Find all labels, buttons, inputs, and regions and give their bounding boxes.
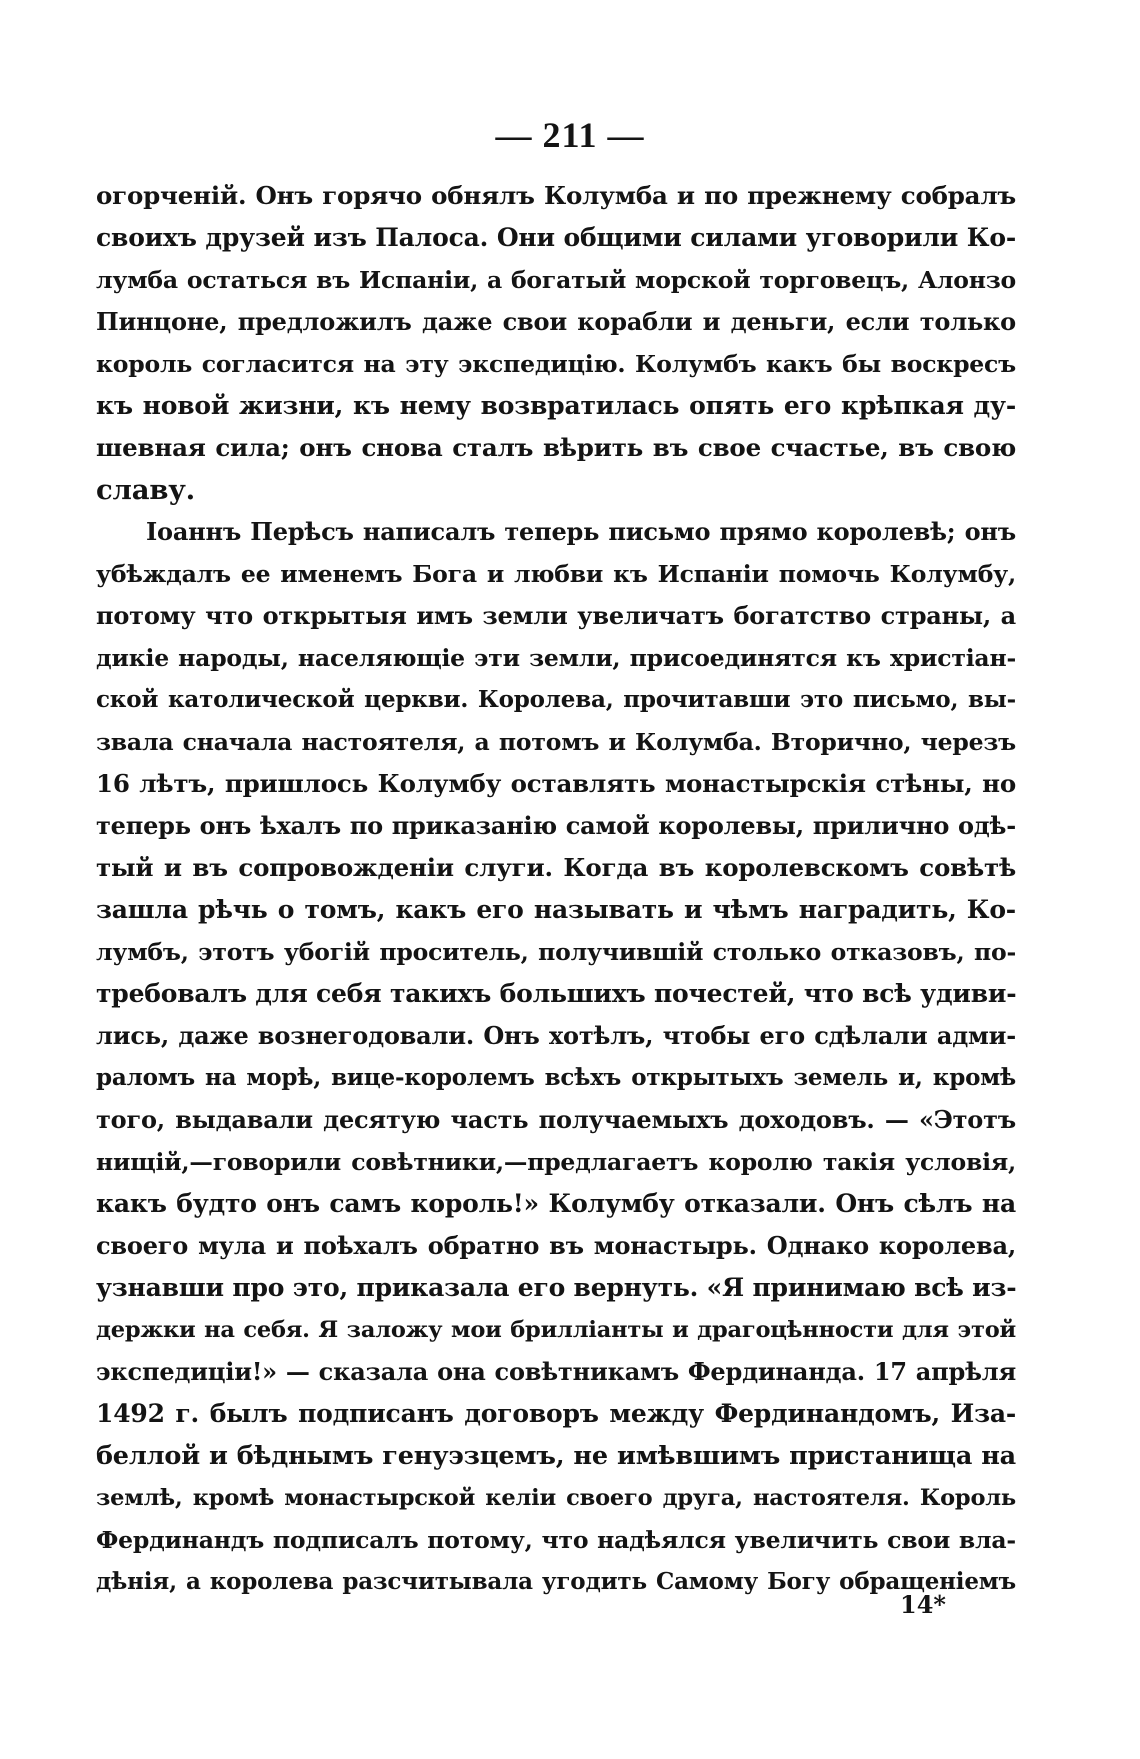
text-line: экспедиціи!» — сказала она совѣтникамъ Фердинанда. 17 апрѣля: [96, 1357, 1016, 1386]
text-line: лись, даже вознегодовали. Онъ хотѣлъ, чтобы его сдѣлали адми-: [96, 1021, 1016, 1050]
text-line: того, выдавали десятую часть получаемыхъ доходовъ. — «Этотъ: [96, 1105, 1016, 1134]
body-text: [96, 175, 1016, 1603]
text-line: зашла рѣчь о томъ, какъ его называть и чѣмъ наградить, Ко-: [96, 895, 1016, 924]
text-line: 16 лѣтъ, пришлось Колумбу оставлять монастырскія стѣны, но: [96, 769, 1016, 798]
text-line: нищій,—говорили совѣтники,—предлагаетъ королю такія условія,: [96, 1148, 1016, 1176]
text-line: Фердинандъ подписалъ потому, что надѣялся увеличить свои вла-: [96, 1526, 1016, 1554]
text-line: какъ будто онъ самъ король!» Колумбу отказали. Онъ сѣлъ на: [96, 1189, 1016, 1218]
text-line: 1492 г. былъ подписанъ договоръ между Фердинандомъ, Иза-: [96, 1399, 1016, 1428]
text-line: своихъ друзей изъ Палоса. Они общими силами уговорили Ко-: [96, 223, 1016, 252]
text-line: дѣнія, а королева разсчитывала угодить Самому Богу обращеніемъ: [96, 1568, 1016, 1595]
text-line: огорченій. Онъ горячо обнялъ Колумба и по прежнему собралъ: [96, 181, 1016, 210]
text-line: дикіе народы, населяющіе эти земли, присоединятся къ христіан-: [96, 644, 1016, 672]
text-line: держки на себя. Я заложу мои брилліанты и драгоцѣнности для этой: [96, 1317, 1016, 1343]
text-line: шевная сила; онъ снова сталъ вѣрить въ свое счастье, въ свою: [96, 433, 1016, 462]
text-line: Пинцоне, предложилъ даже свои корабли и деньги, если только: [96, 307, 1016, 336]
text-line: лумбъ, этотъ убогій проситель, получившій столько отказовъ, по-: [96, 938, 1016, 966]
text-line: звала сначала настоятеля, а потомъ и Колумба. Вторично, черезъ: [96, 728, 1016, 756]
text-line: король согласится на эту экспедицію. Колумбъ какъ бы воскресъ: [96, 350, 1016, 378]
page-number: — 211 —: [495, 115, 645, 155]
text-line: своего мула и поѣхалъ обратно въ монастырь. Однако королева,: [96, 1231, 1016, 1260]
paragraph-start-line: Іоаннъ Перѣсъ написалъ теперь письмо прямо королевѣ; онъ: [146, 517, 1016, 546]
text-line: убѣждалъ ее именемъ Бога и любви къ Испаніи помочь Колумбу,: [96, 560, 1016, 588]
text-line: раломъ на морѣ, вице-королемъ всѣхъ открытыхъ земель и, кромѣ: [96, 1064, 1016, 1091]
text-line: лумба остаться въ Испаніи, а богатый морской торговецъ, Алонзо: [96, 266, 1016, 294]
text-line: ской католической церкви. Королева, прочитавши это письмо, вы-: [96, 686, 1016, 713]
text-line: славу.: [96, 474, 196, 506]
text-line: къ новой жизни, къ нему возвратилась опять его крѣпкая ду-: [96, 391, 1016, 420]
text-line: узнавши про это, приказала его вернуть. «Я принимаю всѣ из-: [96, 1273, 1016, 1302]
signature-mark: 14*: [900, 1590, 946, 1619]
text-line: требовалъ для себя такихъ большихъ почестей, что всѣ удиви-: [96, 979, 1016, 1008]
text-line: теперь онъ ѣхалъ по приказанію самой королевы, прилично одѣ-: [96, 811, 1016, 840]
text-line: потому что открытыя имъ земли увеличатъ богатство страны, а: [96, 601, 1016, 630]
text-line: беллой и бѣднымъ генуэзцемъ, не имѣвшимъ пристанища на: [96, 1441, 1016, 1471]
text-line: тый и въ сопровожденіи слуги. Когда въ королевскомъ совѣтѣ: [96, 853, 1016, 882]
text-line: землѣ, кромѣ монастырской келіи своего друга, настоятеля. Король: [96, 1485, 1016, 1511]
